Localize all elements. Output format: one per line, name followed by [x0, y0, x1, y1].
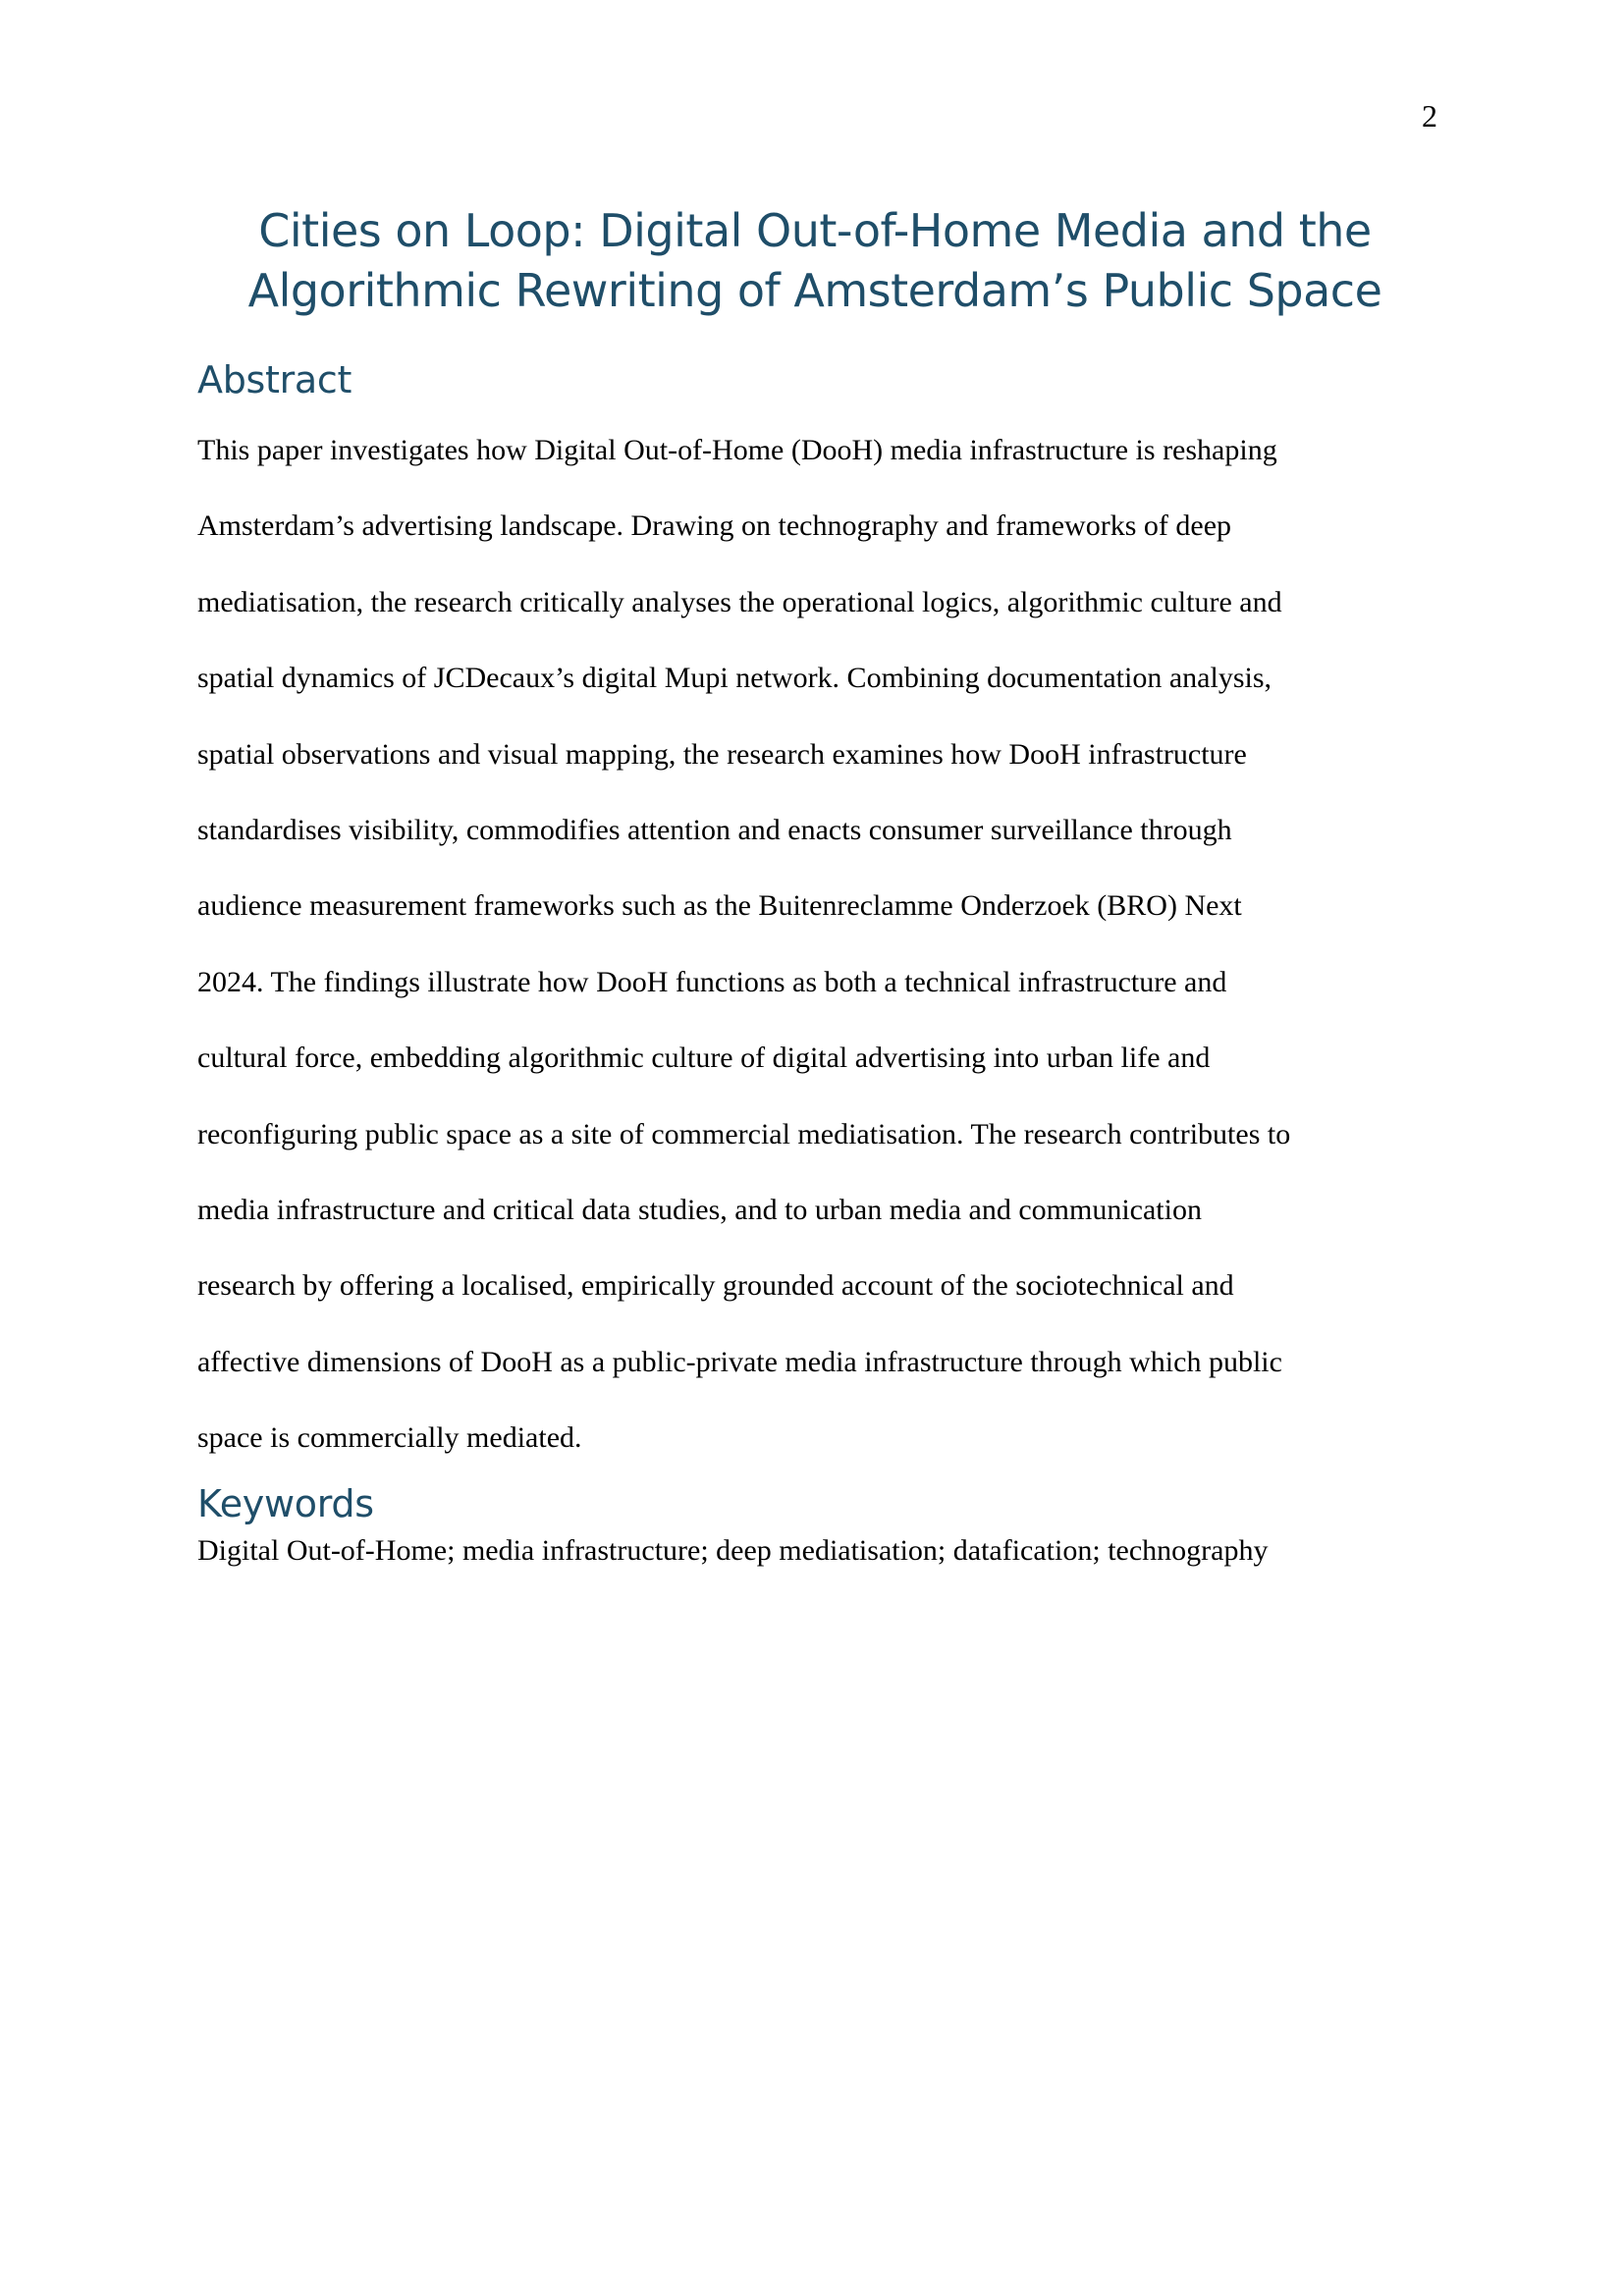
abstract-line: 2024. The findings illustrate how DooH functions as both a technical infrastructure and	[197, 965, 1227, 998]
keywords-heading: Keywords	[197, 1482, 374, 1525]
keywords-text: Digital Out-of-Home; media infrastructure; deep mediatisation; datafication; technography	[197, 1534, 1269, 1567]
abstract-line: reconfiguring public space as a site of commercial mediatisation. The research contributes to	[197, 1117, 1291, 1150]
abstract-line: media infrastructure and critical data studies, and to urban media and communication	[197, 1194, 1202, 1227]
abstract-line: Amsterdam’s advertising landscape. Drawing on technography and frameworks of deep	[197, 509, 1232, 543]
abstract-line: audience measurement frameworks such as the Buitenreclamme Onderzoek (BRO) Next	[197, 889, 1242, 923]
abstract-line: space is commercially mediated.	[197, 1421, 582, 1455]
abstract-line: spatial dynamics of JCDecaux’s digital Mupi network. Combining documentation analysis,	[197, 662, 1272, 695]
abstract-heading: Abstract	[197, 358, 352, 401]
page-number: 2	[1422, 98, 1437, 133]
abstract-line: This paper investigates how Digital Out-of-Home (DooH) media infrastructure is reshaping	[197, 434, 1277, 466]
abstract-line: spatial observations and visual mapping, the research examines how DooH infrastructure	[197, 737, 1247, 771]
abstract-line: affective dimensions of DooH as a public-private media infrastructure through which public	[197, 1345, 1282, 1378]
abstract-line: research by offering a localised, empirically grounded account of the sociotechnical and	[197, 1269, 1234, 1303]
paper-title: Cities on Loop: Digital Out-of-Home Media and the Algorithmic Rewriting of Amsterdam’s Public Space	[247, 204, 1382, 317]
abstract-line: standardises visibility, commodifies attention and enacts consumer surveillance through	[197, 814, 1232, 847]
abstract-body	[197, 412, 1435, 1476]
abstract-line: mediatisation, the research critically analyses the operational logics, algorithmic culture and	[197, 585, 1282, 618]
abstract-line: cultural force, embedding algorithmic culture of digital advertising into urban life and	[197, 1041, 1211, 1075]
